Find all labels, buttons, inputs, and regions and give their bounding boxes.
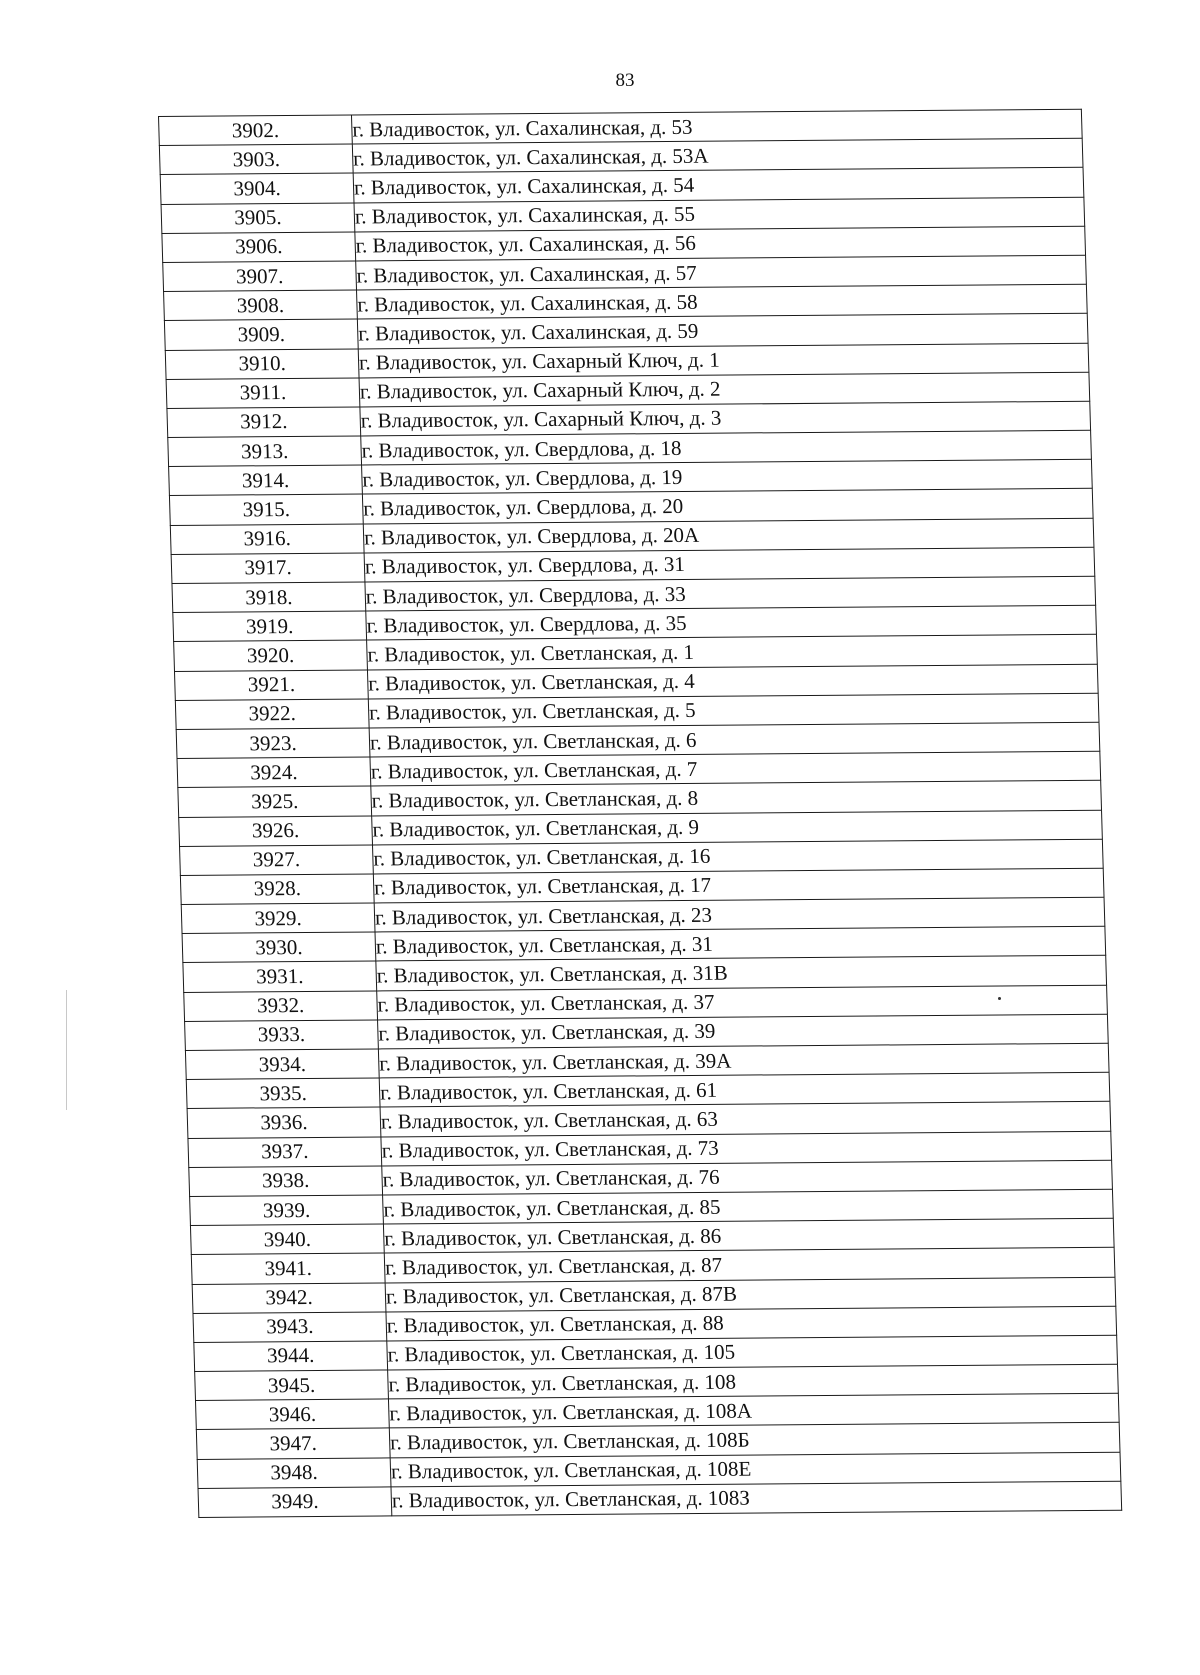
row-number-cell: 3911.	[166, 378, 360, 409]
address-cell: г. Владивосток, ул. Светланская, д. 39А	[378, 1043, 1109, 1078]
row-number-cell: 3905.	[161, 203, 355, 234]
address-cell: г. Владивосток, ул. Светланская, д. 76	[382, 1160, 1113, 1195]
address-cell: г. Владивосток, ул. Светланская, д. 86	[383, 1218, 1114, 1253]
row-number-cell: 3902.	[159, 115, 353, 146]
row-number-cell: 3903.	[159, 144, 353, 175]
row-number-cell: 3912.	[167, 407, 361, 438]
address-cell: г. Владивосток, ул. Свердлова, д. 31	[364, 547, 1095, 582]
row-number-cell: 3919.	[173, 611, 367, 642]
row-number-cell: 3946.	[196, 1399, 390, 1430]
row-number-cell: 3925.	[178, 786, 372, 817]
address-cell: г. Владивосток, ул. Светланская, д. 108Е	[390, 1452, 1121, 1487]
row-number-cell: 3936.	[187, 1107, 381, 1138]
address-cell: г. Владивосток, ул. Сахарный Ключ, д. 3	[360, 401, 1091, 436]
row-number-cell: 3917.	[171, 553, 365, 584]
address-cell: г. Владивосток, ул. Сахалинская, д. 58	[357, 284, 1088, 319]
address-cell: г. Владивосток, ул. Свердлова, д. 35	[366, 605, 1097, 640]
row-number-cell: 3927.	[180, 845, 374, 876]
row-number-cell: 3934.	[185, 1049, 379, 1080]
row-number-cell: 3908.	[164, 290, 358, 321]
row-number-cell: 3938.	[189, 1166, 383, 1197]
address-cell: г. Владивосток, ул. Светланская, д. 88	[386, 1306, 1117, 1341]
address-cell: г. Владивосток, ул. Свердлова, д. 18	[361, 430, 1092, 465]
address-table-container	[158, 109, 1122, 1518]
address-cell: г. Владивосток, ул. Сахарный Ключ, д. 2	[359, 372, 1090, 407]
row-number-cell: 3931.	[183, 961, 377, 992]
address-cell: г. Владивосток, ул. Светланская, д. 23	[374, 897, 1105, 932]
row-number-cell: 3906.	[162, 232, 356, 263]
row-number-cell: 3949.	[198, 1487, 392, 1518]
row-number-cell: 3948.	[197, 1458, 391, 1489]
page-number: 83	[615, 70, 635, 91]
address-cell: г. Владивосток, ул. Светланская, д. 108З	[391, 1481, 1122, 1516]
row-number-cell: 3928.	[180, 874, 374, 905]
row-number-cell: 3932.	[184, 991, 378, 1022]
address-cell: г. Владивосток, ул. Светланская, д. 87В	[385, 1277, 1116, 1312]
row-number-cell: 3907.	[163, 261, 357, 292]
scan-artifact-line	[66, 990, 67, 1110]
row-number-cell: 3929.	[181, 903, 375, 934]
row-number-cell: 3923.	[176, 728, 370, 759]
row-number-cell: 3935.	[186, 1078, 380, 1109]
address-cell: г. Владивосток, ул. Светланская, д. 108	[388, 1364, 1119, 1399]
row-number-cell: 3909.	[164, 319, 358, 350]
row-number-cell: 3922.	[175, 699, 369, 730]
address-cell: г. Владивосток, ул. Светланская, д. 85	[383, 1189, 1114, 1224]
address-table-body	[159, 109, 1122, 1517]
address-cell: г. Владивосток, ул. Светланская, д. 17	[373, 868, 1104, 903]
table-row	[198, 1481, 1122, 1517]
row-number-cell: 3943.	[193, 1312, 387, 1343]
address-cell: г. Владивосток, ул. Светланская, д. 105	[387, 1335, 1118, 1370]
address-cell: г. Владивосток, ул. Светланская, д. 108Б	[389, 1423, 1120, 1458]
row-number-cell: 3937.	[188, 1137, 382, 1168]
address-cell: г. Владивосток, ул. Светланская, д. 5	[368, 693, 1099, 728]
row-number-cell: 3915.	[169, 494, 363, 525]
address-cell: г. Владивосток, ул. Свердлова, д. 19	[362, 459, 1093, 494]
row-number-cell: 3945.	[195, 1370, 389, 1401]
row-number-cell: 3944.	[194, 1341, 388, 1372]
row-number-cell: 3904.	[160, 173, 354, 204]
address-cell: г. Владивосток, ул. Светланская, д. 39	[378, 1014, 1109, 1049]
address-cell: г. Владивосток, ул. Свердлова, д. 33	[365, 576, 1096, 611]
row-number-cell: 3918.	[172, 582, 366, 613]
address-cell: г. Владивосток, ул. Светланская, д. 61	[379, 1072, 1110, 1107]
address-cell: г. Владивосток, ул. Светланская, д. 4	[367, 664, 1098, 699]
address-cell: г. Владивосток, ул. Свердлова, д. 20А	[363, 518, 1094, 553]
address-cell: г. Владивосток, ул. Светланская, д. 8	[371, 781, 1102, 816]
address-cell: г. Владивосток, ул. Свердлова, д. 20	[362, 489, 1093, 524]
address-cell: г. Владивосток, ул. Светланская, д. 16	[372, 839, 1103, 874]
row-number-cell: 3939.	[190, 1195, 384, 1226]
row-number-cell: 3920.	[174, 640, 368, 671]
row-number-cell: 3910.	[165, 348, 359, 379]
row-number-cell: 3933.	[185, 1020, 379, 1051]
address-cell: г. Владивосток, ул. Светланская, д. 63	[380, 1102, 1111, 1137]
row-number-cell: 3926.	[179, 815, 373, 846]
row-number-cell: 3941.	[191, 1253, 385, 1284]
address-cell: г. Владивосток, ул. Сахалинская, д. 53А	[352, 138, 1083, 173]
row-number-cell: 3921.	[174, 670, 368, 701]
address-cell: г. Владивосток, ул. Светланская, д. 1	[367, 635, 1098, 670]
address-cell: г. Владивосток, ул. Светланская, д. 6	[369, 722, 1100, 757]
row-number-cell: 3916.	[170, 524, 364, 555]
address-cell: г. Владивосток, ул. Светланская, д. 31В	[376, 956, 1107, 991]
address-cell: г. Владивосток, ул. Светланская, д. 37	[377, 985, 1108, 1020]
address-table	[158, 109, 1122, 1518]
row-number-cell: 3940.	[190, 1224, 384, 1255]
row-number-cell: 3913.	[168, 436, 362, 467]
address-cell: г. Владивосток, ул. Сахалинская, д. 54	[353, 168, 1084, 203]
row-number-cell: 3914.	[169, 465, 363, 496]
row-number-cell: 3942.	[192, 1282, 386, 1313]
address-cell: г. Владивосток, ул. Светланская, д. 9	[372, 810, 1103, 845]
address-cell: г. Владивосток, ул. Светланская, д. 108А	[388, 1393, 1119, 1428]
address-cell: г. Владивосток, ул. Светланская, д. 73	[381, 1131, 1112, 1166]
row-number-cell: 3930.	[182, 932, 376, 963]
row-number-cell: 3924.	[177, 757, 371, 788]
address-cell: г. Владивосток, ул. Сахалинская, д. 53	[351, 109, 1082, 144]
address-cell: г. Владивосток, ул. Сахалинская, д. 57	[356, 255, 1087, 290]
address-cell: г. Владивосток, ул. Сахарный Ключ, д. 1	[358, 343, 1089, 378]
address-cell: г. Владивосток, ул. Сахалинская, д. 56	[355, 226, 1086, 261]
row-number-cell: 3947.	[196, 1428, 390, 1459]
address-cell: г. Владивосток, ул. Сахалинская, д. 59	[357, 314, 1088, 349]
address-cell: г. Владивосток, ул. Светланская, д. 87	[384, 1248, 1115, 1283]
address-cell: г. Владивосток, ул. Светланская, д. 31	[375, 926, 1106, 961]
address-cell: г. Владивосток, ул. Светланская, д. 7	[370, 751, 1101, 786]
address-cell: г. Владивосток, ул. Сахалинская, д. 55	[354, 197, 1085, 232]
